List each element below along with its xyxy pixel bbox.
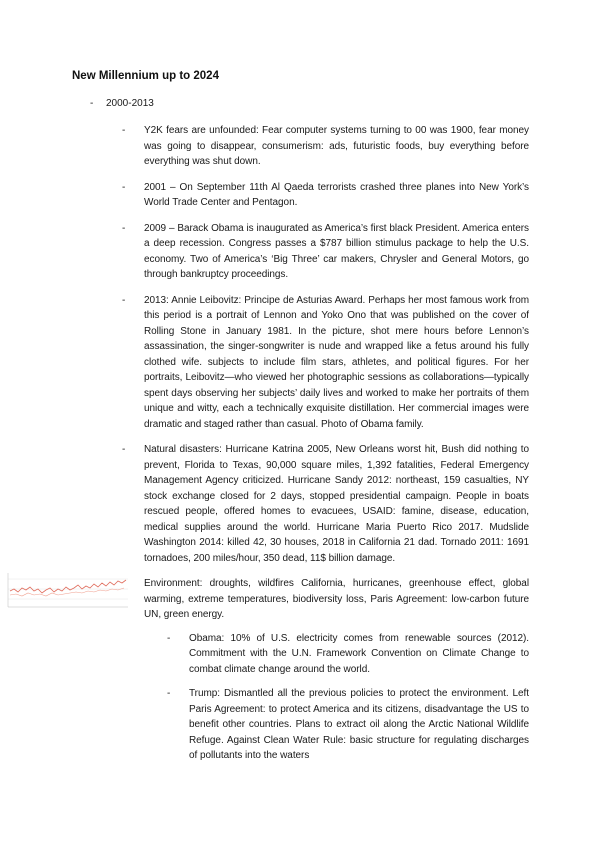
page-title: New Millennium up to 2024	[72, 70, 219, 82]
item-text: Y2K fears are unfounded: Fear computer systems turning to 00 was 1900, fear money was going to disappear, consumerism: ads, futuristic foods, buy everything before everything was shut down.	[144, 125, 529, 167]
chart-background	[2, 569, 130, 613]
item-text: 2001 – On September 11th Al Qaeda terrorists crashed three planes into New York’s World Trade Center and Pentagon.	[144, 181, 529, 208]
list-item	[122, 221, 529, 283]
list-item	[122, 180, 529, 211]
bullet-dash: -	[122, 125, 126, 136]
bullet-list	[122, 123, 529, 774]
bullet-dash: -	[167, 632, 171, 644]
bullet-dash: -	[122, 222, 126, 234]
list-item	[122, 293, 529, 433]
bullet-dash: -	[90, 98, 94, 109]
list-item	[122, 576, 529, 764]
list-item	[122, 123, 529, 170]
period-label: 2000-2013	[106, 98, 154, 109]
sub-item-text: Obama: 10% of U.S. electricity comes from renewable sources (2012). Commitment with the U.N. Framework Convention on Climate Change to combat climate change around the world.	[189, 632, 529, 675]
sub-list-item	[167, 686, 529, 764]
item-text: 2009 – Barack Obama is inaugurated as America’s first black President. America enters a deep recession. Congress passes a $787 billion stimulus package to help the U.S. economy. Two of America’s ‘Big Three’ car makers, Chrysler and General Motors, go through bankruptcy proceedings.	[144, 222, 529, 280]
temperature-chart-thumbnail	[2, 569, 130, 613]
bullet-dash: -	[122, 181, 126, 193]
list-item	[122, 442, 529, 566]
item-text: Natural disasters: Hurricane Katrina 2005, New Orleans worst hit, Bush did nothing to prevent, Florida to Texas, 90,000 square miles, 1,392 fatalities, Federal Emergency Management Agency criticized. Hurricane Sandy 2012: northeast, 159 casualties, NY stock exchange closed for 2 days, stopped presidential campaign. People in boats rescued people, offered homes to evacuees, USAID: famine, disease, education, medical supplies around the world. Hurricane Maria Puerto Rico 2017. Mudslide Washington 2014: killed 42, 30 houses, 2018 in California 21 dad. Tornado 2011: 1691 tornadoes, 200 miles/hour, 350 dead, 11$ billion damage.	[144, 444, 529, 564]
item-text: Environment: droughts, wildfires California, hurricanes, greenhouse effect, global warming, extreme temperatures, biodiversity loss, Paris Agreement: low-carbon future UN, green energy.	[144, 578, 529, 620]
sub-item-text: Trump: Dismantled all the previous policies to protect the environment. Left Paris Agreement: to protect America and its citizens, disadvantage the US to benefit other countries. Plans to extract oil along the Arctic National Wildlife Refuge. Against Clean Water Rule: basic structure for regulating discharges of pollutants into the waters	[189, 688, 529, 761]
sub-list	[167, 631, 529, 764]
bullet-dash: -	[167, 688, 171, 699]
sub-list-item	[167, 631, 529, 678]
bullet-dash: -	[122, 444, 126, 455]
item-text: 2013: Annie Leibovitz: Principe de Asturias Award. Perhaps her most famous work from this period is a portrait of Lennon and Yoko Ono that was published on the cover of Rolling Stone in January 1981. In the picture, shot mere hours before Lennon’s assassination, the singer-songwriter is nude and wrapped like a fetus around his fully clothed wife. subjects to include film stars, athletes, and political figures. For her portraits, Leibovitz—who viewed her photographic sessions as collaborations—typically spent days observing her subjects’ daily lives and worked to make her portraits of them unique and witty, each a technically exquisite distillation. Her commercial images were dramatic and staged rather than casual. Photo of Obama family.	[144, 294, 529, 430]
bullet-dash: -	[122, 294, 126, 306]
